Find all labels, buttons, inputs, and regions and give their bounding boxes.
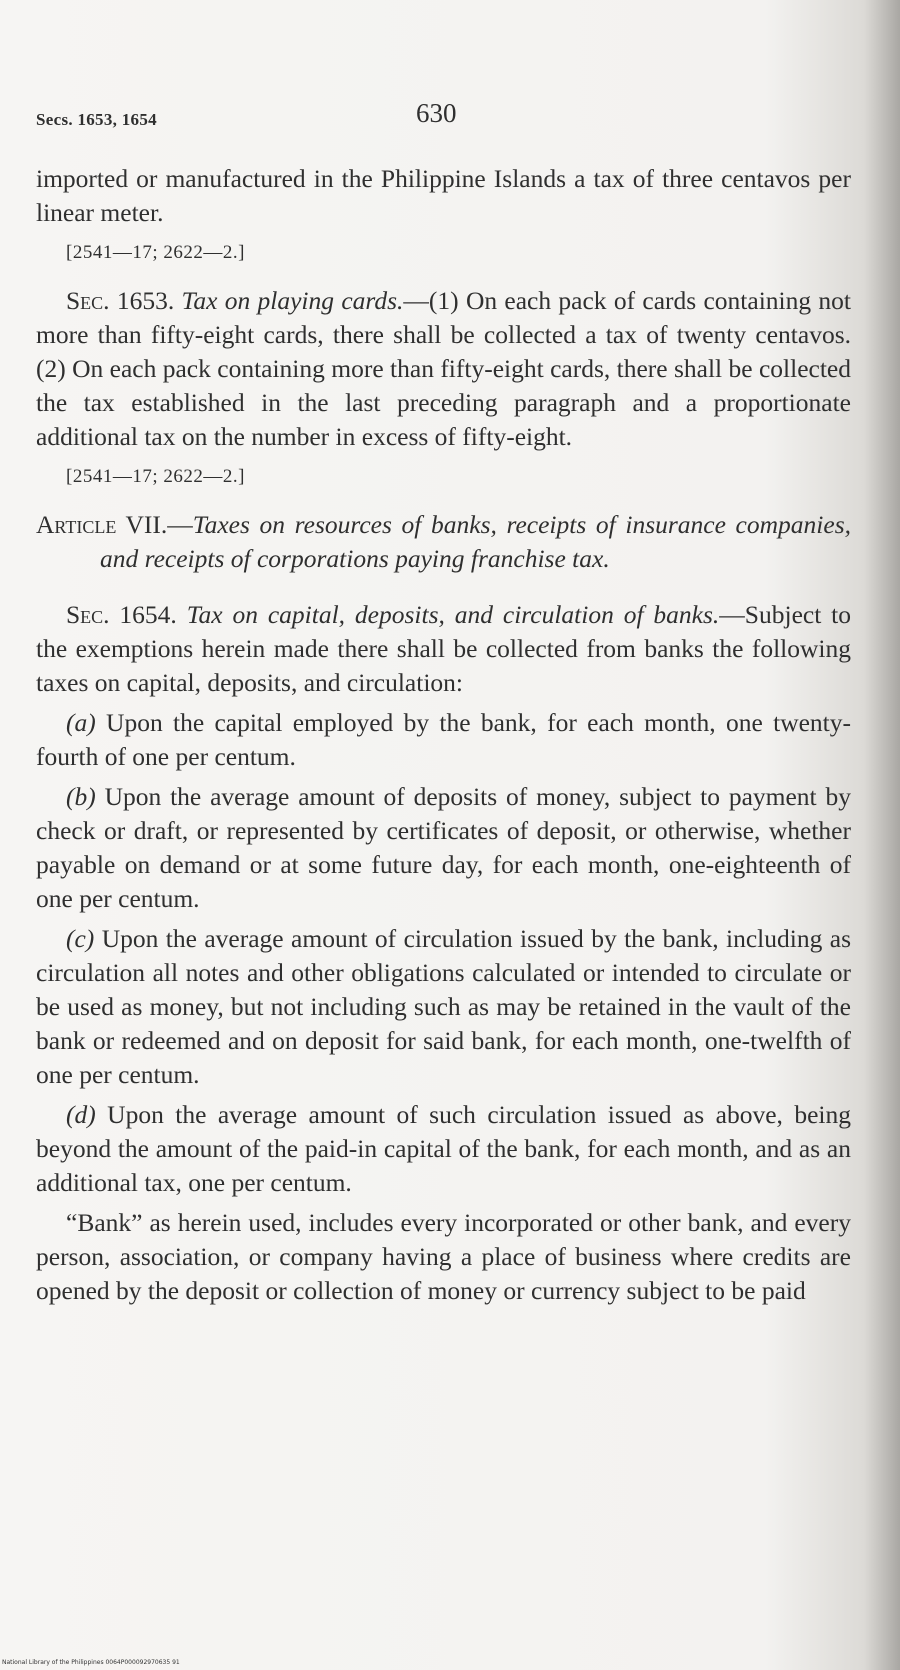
list-item xyxy=(36,780,851,916)
section-text: —Subject to the exemptions herein made there shall be collected from banks the following taxes on capital, deposits, and circulation: xyxy=(36,600,851,697)
section-title: Tax on playing cards. xyxy=(181,286,404,315)
article-title: Taxes on resources of banks, receipts of insurance companies, and receipts of corporations paying franchise tax. xyxy=(100,510,851,573)
item-text: Upon the average amount of circulation issued by the bank, including as circulation all notes and other obligations calculated or intended to circulate or be used as money, but not including such as may be retained in the vault of the bank or redeemed and on deposit for said bank, for each month, one-twelfth of one per centum. xyxy=(36,924,851,1089)
section-text: —(1) On each pack of cards containing not more than fifty-eight cards, there shall be collected a tax of twenty centavos. (2) On each pack containing more than fifty-eight cards, there shall be collected the tax established in the last preceding paragraph and a proportionate additional tax on the number in excess of fifty-eight. xyxy=(36,286,851,451)
item-marker: (b) xyxy=(66,782,96,811)
article-heading xyxy=(36,508,851,576)
section-1653 xyxy=(36,284,851,454)
item-text: Upon the average amount of such circulation issued as above, being beyond the amount of the paid-in capital of the bank, for each month, and as an additional tax, one per centum. xyxy=(36,1100,851,1197)
article-dash: — xyxy=(167,510,193,539)
section-label: Sec. 1654. xyxy=(66,600,177,629)
section-title: Tax on capital, deposits, and circulation of banks. xyxy=(186,600,720,629)
section-1654 xyxy=(36,598,851,700)
scan-footer: National Library of the Philippines 0064P000092970635 91 xyxy=(2,1659,180,1666)
list-item xyxy=(36,922,851,1092)
section-reference: Secs. 1653, 1654 xyxy=(36,110,157,129)
item-marker: (c) xyxy=(66,924,95,953)
page-number: 630 xyxy=(416,98,457,128)
body-text xyxy=(36,162,851,1314)
item-marker: (d) xyxy=(66,1100,96,1129)
continued-paragraph: imported or manufactured in the Philippine Islands a tax of three centavos per linear meter. xyxy=(36,164,851,227)
item-marker: (a) xyxy=(66,708,96,737)
bank-definition: “Bank” as herein used, includes every incorporated or other bank, and every person, association, or company having a place of business where credits are opened by the deposit or collection of money or currency subject to be paid xyxy=(36,1208,851,1305)
list-item xyxy=(36,706,851,774)
section-label: Sec. 1653. xyxy=(66,286,175,315)
page-header xyxy=(36,98,856,138)
citation: [2541—17; 2622—2.] xyxy=(66,242,245,263)
item-text: Upon the capital employed by the bank, for each month, one twenty-fourth of one per centum. xyxy=(36,708,851,771)
citation: [2541—17; 2622—2.] xyxy=(66,466,245,487)
article-label: Article VII. xyxy=(36,510,168,539)
list-item xyxy=(36,1098,851,1200)
item-text: Upon the average amount of deposits of money, subject to payment by check or draft, or represented by certificates of deposit, or otherwise, whether payable on demand or at some future day, for each month, one-eighteenth of one per centum. xyxy=(36,782,851,913)
